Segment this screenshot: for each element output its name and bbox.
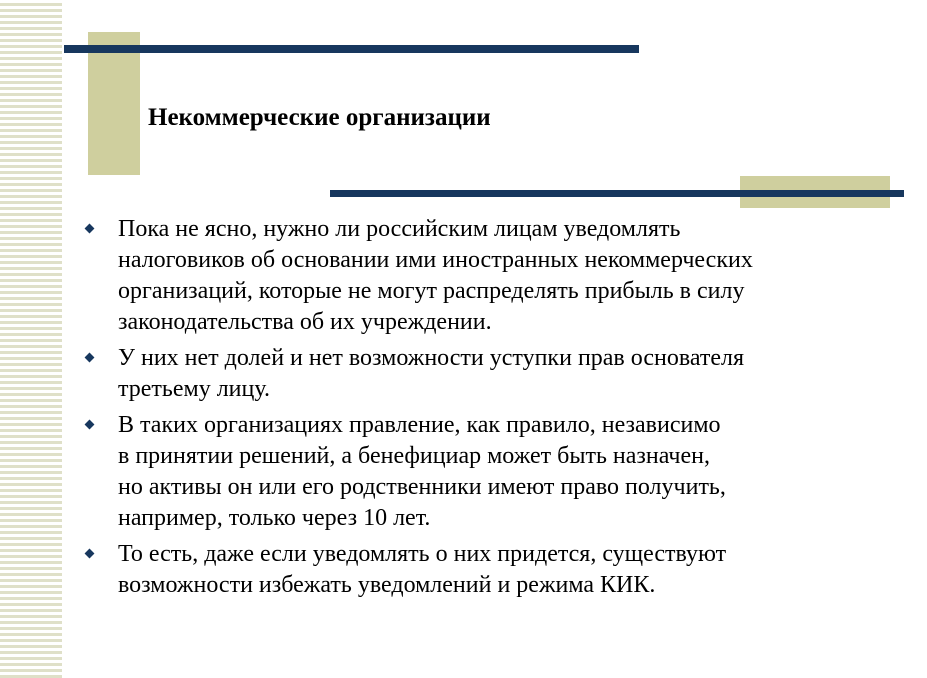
- bullet-line: но активы он или его родственники имеют право получить,: [118, 474, 726, 500]
- slide-title: Некоммерческие организации: [148, 104, 491, 131]
- bullet-item: [80, 214, 880, 338]
- top-tan-accent-block: [88, 32, 140, 175]
- diamond-bullet-icon: [85, 549, 95, 559]
- bullet-line: возможности избежать уведомлений и режима КИК.: [118, 572, 656, 598]
- diamond-bullet-icon: [85, 224, 95, 234]
- bullet-item: [80, 539, 880, 601]
- bullet-line: Пока не ясно, нужно ли российским лицам уведомлять: [118, 216, 681, 242]
- bullet-line: законодательства об их учреждении.: [118, 309, 492, 335]
- left-stripe-decoration: [0, 0, 64, 678]
- bullet-line: например, только через 10 лет.: [118, 505, 431, 531]
- bullet-line: У них нет долей и нет возможности уступки прав основателя: [118, 345, 745, 371]
- bullet-line: в принятии решений, а бенефициар может быть назначен,: [118, 443, 710, 469]
- bullet-line: То есть, даже если уведомлять о них придется, существуют: [118, 541, 727, 567]
- bullet-line: налоговиков об основании ими иностранных некоммерческих: [118, 247, 753, 273]
- bullet-line: третьему лицу.: [118, 376, 270, 402]
- bullet-line: В таких организациях правление, как правило, независимо: [118, 412, 721, 438]
- bottom-navy-rule: [330, 190, 904, 197]
- top-navy-rule: [64, 45, 639, 53]
- diamond-bullet-icon: [85, 420, 95, 430]
- bullet-line: организаций, которые не могут распределять прибыль в силу: [118, 278, 745, 304]
- bullet-item: [80, 410, 880, 534]
- diamond-bullet-icon: [85, 353, 95, 363]
- bullet-item: [80, 343, 880, 405]
- bullet-list: [80, 214, 880, 606]
